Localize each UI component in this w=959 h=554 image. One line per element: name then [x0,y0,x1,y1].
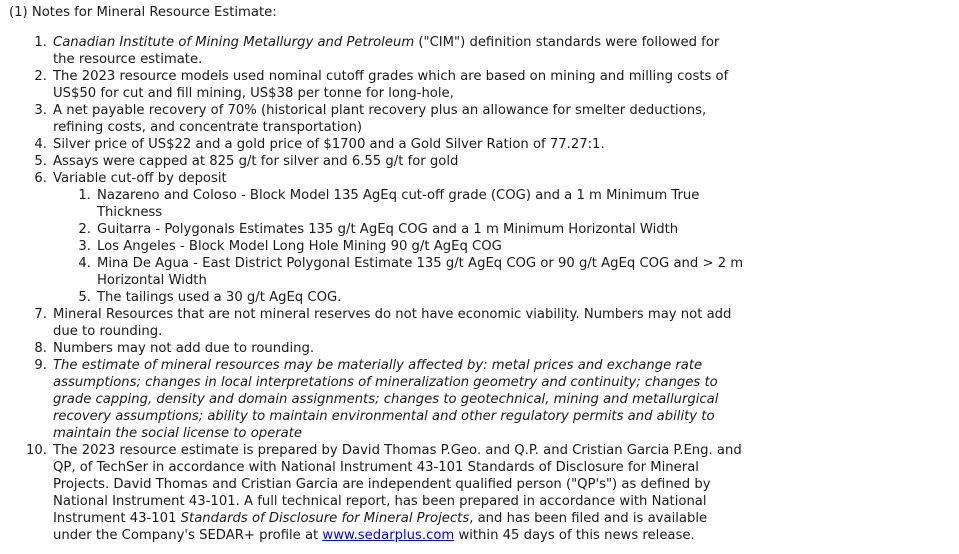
italic-text: The estimate of mineral resources may be materially affected by: metal prices and exchange rate [53,358,703,373]
note-item [9,34,949,68]
sedar-link[interactable]: www.sedarplus.com [322,528,455,543]
sub-note-item [53,238,949,255]
note-text: Horizontal Width [97,273,207,288]
note-line [53,425,949,442]
note-line [53,374,949,391]
note-text: Variable cut-off by deposit [53,171,227,186]
note-line [53,102,949,119]
notes-heading: (1) Notes for Mineral Resource Estimate: [9,5,277,20]
italic-text: grade capping, density and domain assignments; changes to geotechnical, mining and metallurgical [53,392,719,407]
note-line [53,408,949,425]
note-text: The tailings used a 30 g/t AgEq COG. [97,290,342,305]
sub-note-item [53,187,949,221]
note-text: the resource estimate. [53,52,203,67]
note-line [53,510,949,527]
note-text: Numbers may not add due to rounding. [53,341,315,356]
note-number: 4. [34,137,47,152]
note-number: 4. [78,256,91,271]
note-line [53,357,949,374]
note-line [97,289,949,306]
note-text: Los Angeles - Block Model Long Hole Mining 90 g/t AgEq COG [97,239,502,254]
sub-note-item [53,289,949,306]
note-text: Instrument 43-101 [53,511,181,526]
note-line [53,306,949,323]
note-item [9,136,949,153]
note-line [53,442,949,459]
note-text: Thickness [97,205,163,220]
note-text: , and has been filed and is available [469,511,708,526]
italic-text: maintain the social license to operate [53,426,303,441]
note-line [53,493,949,510]
note-text: Mina De Agua - East District Polygonal Estimate 135 g/t AgEq COG or 90 g/t AgEq COG and > 2 m [97,256,744,271]
note-number: 1. [78,188,91,203]
note-line [53,340,949,357]
note-line [53,459,949,476]
note-text: refining costs, and concentrate transportation) [53,120,363,135]
note-text: Silver price of US$22 and a gold price of $1700 and a Gold Silver Ration of 77.27:1. [53,137,605,152]
note-text: Guitarra - Polygonals Estimates 135 g/t AgEq COG and a 1 m Minimum Horizontal Width [97,222,679,237]
note-line [53,476,949,493]
italic-text: recovery assumptions; ability to maintain environmental and other regulatory permits and ability to [53,409,715,424]
note-text: under the Company's SEDAR+ profile at [53,528,323,543]
note-line [53,136,949,153]
note-text: within 45 days of this news release. [454,528,695,543]
note-line [97,204,949,221]
sub-note-item [53,221,949,238]
note-line [97,187,949,204]
note-number: 9. [34,358,47,373]
note-number: 1. [34,35,47,50]
note-text: ("CIM") definition standards were followed for [414,35,720,50]
note-line [53,391,949,408]
note-item [9,102,949,136]
note-line [97,221,949,238]
note-text: US$50 for cut and fill mining, US$38 per tonne for long-hole, [53,86,454,101]
notes-list [9,34,949,544]
italic-text: assumptions; changes in local interpretations of mineralization geometry and continuity; changes to [53,375,718,390]
note-line [53,68,949,85]
note-line [97,238,949,255]
sub-note-item [53,255,949,289]
note-line [53,170,949,187]
note-number: 5. [34,154,47,169]
italic-text: Canadian Institute of Mining Metallurgy and Petroleum [53,35,415,50]
note-item [9,170,949,306]
sub-notes-list [53,187,949,306]
note-line [53,85,949,102]
note-item [9,357,949,442]
note-line [53,119,949,136]
note-line [53,153,949,170]
note-text: The 2023 resource models used nominal cutoff grades which are based on mining and milling costs of [53,69,729,84]
note-number: 3. [34,103,47,118]
note-text: Nazareno and Coloso - Block Model 135 AgEq cut-off grade (COG) and a 1 m Minimum True [97,188,700,203]
note-line [53,527,949,544]
note-item [9,153,949,170]
note-line [53,34,949,51]
note-number: 2. [34,69,47,84]
note-text: Mineral Resources that are not mineral reserves do not have economic viability. Numbers may not add [53,307,732,322]
note-text: Projects. David Thomas and Cristian Garcia are independent qualified person ("QP's") as defined by [53,477,711,492]
note-item [9,442,949,544]
italic-text: Standards of Disclosure for Mineral Projects [180,511,470,526]
document [9,4,949,544]
note-number: 5. [78,290,91,305]
note-text: The 2023 resource estimate is prepared by David Thomas P.Geo. and Q.P. and Cristian Garcia P.Eng. and [53,443,742,458]
note-text: due to rounding. [53,324,163,339]
note-item [9,340,949,357]
note-text: National Instrument 43-101. A full technical report, has been prepared in accordance with National [53,494,707,509]
note-item [9,306,949,340]
note-number: 7. [34,307,47,322]
note-text: QP, of TechSer in accordance with National Instrument 43-101 Standards of Disclosure for Mineral [53,460,699,475]
note-line [97,272,949,289]
note-number: 8. [34,341,47,356]
note-text: Assays were capped at 825 g/t for silver and 6.55 g/t for gold [53,154,459,169]
note-line [97,255,949,272]
note-number: 2. [78,222,91,237]
note-line [53,323,949,340]
note-number: 3. [78,239,91,254]
note-number: 6. [34,171,47,186]
note-number: 10. [26,443,47,458]
note-item [9,68,949,102]
note-text: A net payable recovery of 70% (historical plant recovery plus an allowance for smelter deductions, [53,103,707,118]
note-line [53,51,949,68]
